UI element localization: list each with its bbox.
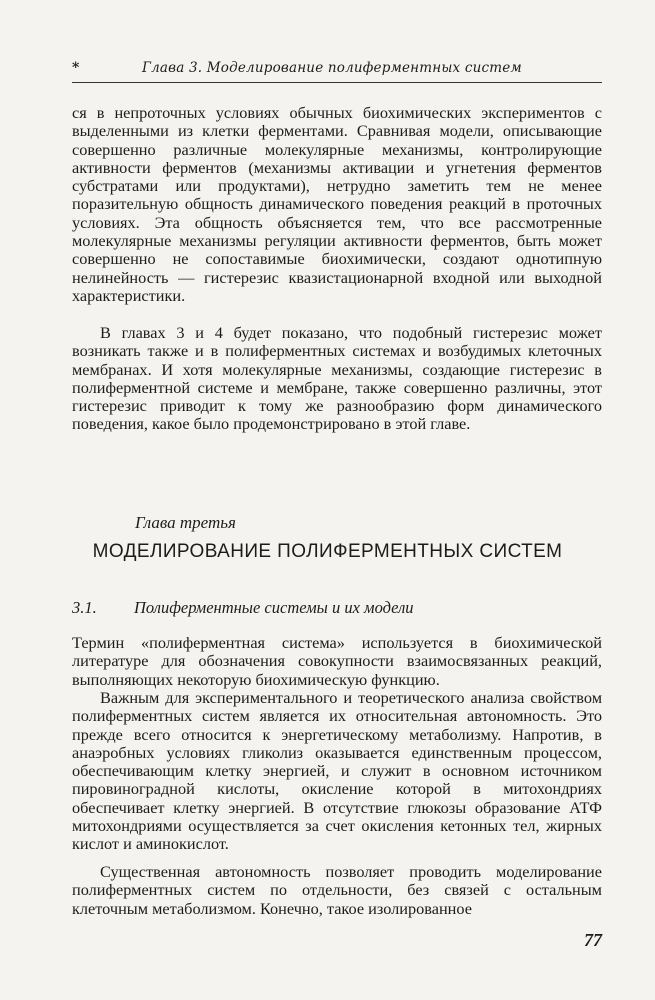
chapter-label: Глава третья	[135, 513, 236, 532]
chapter-title: МОДЕЛИРОВАНИЕ ПОЛИФЕРМЕНТНЫХ СИСТЕМ	[92, 541, 563, 562]
section-heading	[72, 598, 602, 618]
paragraph-modeling: Существенная автономность позволяет проводить моделирование полиферментных систем по отдельности, без связей с остальным клеточным метаболизмом. Конечно, такое изолированное	[72, 862, 602, 918]
header-marker: *	[72, 60, 80, 76]
paragraph-autonomy: Важным для экспериментального и теоретического анализа свойством полиферментных систем является их относительная автономность. Это прежде всего относится к энергетическому метаболизму. Напротив, в анаэробных условиях гликолиз оказывается единственным процессом, обеспечивающим клетку энергией, и служит в основном источником пировиноградной кислоты, окисление которой в митохондриях обеспечивает клетку энергией. В отсутствие глюкозы образование АТФ митохондриями осуществляется за счет окисления кетонных тел, жирных кислот и аминокислот.	[72, 688, 602, 854]
section-number: 3.1.	[72, 598, 97, 617]
paragraph-continuation: ся в непроточных условиях обычных биохимических экспериментов с выделенными из клетки ферментами. Сравнивая модели, описывающие совершенно различные молекулярные механизмы, контролирующие активности ферментов (механизмы активации и угнетения ферментов субстратами или продуктами), нетрудно заметить тем не менее поразительную общность динамического поведения реакций в проточных условиях. Эта общность объясняется тем, что все рассмотренные молекулярные механизмы регуляции активности ферментов, быть может совершенно не сопоставимые биохимически, создают однотипную нелинейность — гистерезис квазистационарной входной или выходной характеристики.	[72, 103, 602, 305]
page-number: 77	[584, 930, 602, 950]
section-title: Полиферментные системы и их модели	[134, 598, 414, 617]
paragraph-term-definition: Термин «полиферментная система» используется в биохимической литературе для обозначения совокупности взаимосвязанных реакций, выполняющих некоторую биохимическую функцию.	[72, 633, 602, 689]
running-title: Глава 3. Моделирование полиферментных систем	[142, 60, 522, 76]
paragraph-hysteresis: В главах 3 и 4 будет показано, что подобный гистерезис может возникать также и в полиферментных системах и возбудимых клеточных мембранах. И хотя молекулярные механизмы, создающие гистерезис в полиферментной системе и мембране, также совершенно различны, этот гистерезис приводит к тому же разнообразию форм динамического поведения, какое было продемонстрировано в этой главе.	[72, 323, 602, 434]
running-header	[72, 60, 602, 83]
